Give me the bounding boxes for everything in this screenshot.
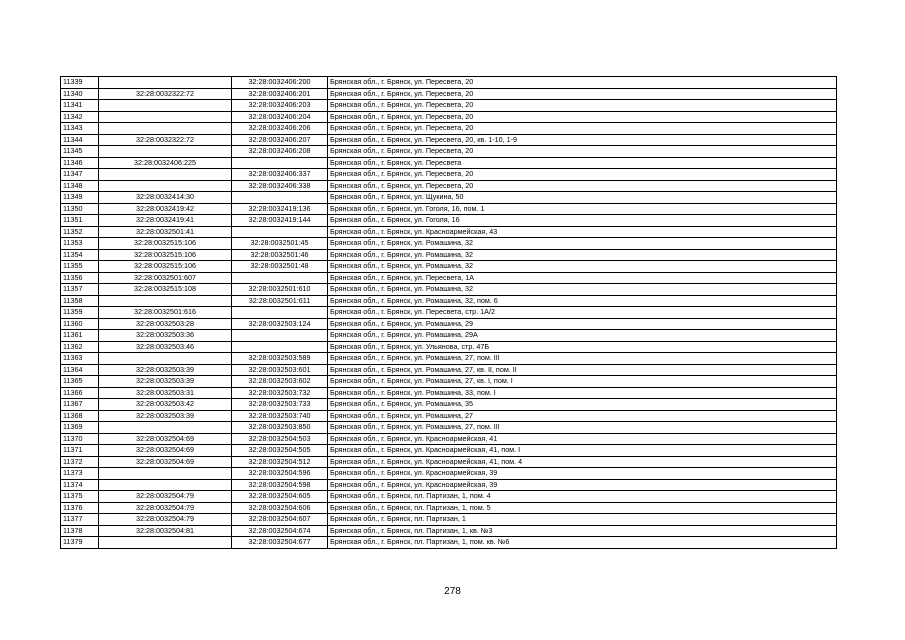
row-number-cell: 11350	[61, 203, 99, 215]
building-cadastral-cell: 32:28:0032406:208	[232, 146, 328, 158]
row-number-cell: 11340	[61, 88, 99, 100]
address-cell: Брянская обл., г. Брянск, ул. Ромашина, 33, пом. I	[328, 387, 837, 399]
land-plot-cadastral-cell	[99, 537, 232, 549]
address-cell: Брянская обл., г. Брянск, ул. Пересвета, 20	[328, 88, 837, 100]
land-plot-cadastral-cell: 32:28:0032501:616	[99, 307, 232, 319]
land-plot-cadastral-cell: 32:28:0032503:36	[99, 330, 232, 342]
row-number-cell: 11379	[61, 537, 99, 549]
row-number-cell: 11353	[61, 238, 99, 250]
building-cadastral-cell	[232, 157, 328, 169]
address-cell: Брянская обл., г. Брянск, ул. Красноармейская, 39	[328, 468, 837, 480]
row-number-cell: 11369	[61, 422, 99, 434]
building-cadastral-cell: 32:28:0032504:605	[232, 491, 328, 503]
land-plot-cadastral-cell	[99, 77, 232, 89]
building-cadastral-cell: 32:28:0032406:338	[232, 180, 328, 192]
building-cadastral-cell: 32:28:0032504:512	[232, 456, 328, 468]
address-cell: Брянская обл., г. Брянск, ул. Красноармейская, 39	[328, 479, 837, 491]
building-cadastral-cell	[232, 192, 328, 204]
address-cell: Брянская обл., г. Брянск, ул. Красноармейская, 43	[328, 226, 837, 238]
land-plot-cadastral-cell	[99, 111, 232, 123]
address-cell: Брянская обл., г. Брянск, ул. Ромашина, 27, кв. I, пом. I	[328, 376, 837, 388]
table-row	[61, 226, 837, 238]
land-plot-cadastral-cell: 32:28:0032504:79	[99, 502, 232, 514]
row-number-cell: 11363	[61, 353, 99, 365]
row-number-cell: 11343	[61, 123, 99, 135]
table-row	[61, 77, 837, 89]
table-row	[61, 192, 837, 204]
address-cell: Брянская обл., г. Брянск, пл. Партизан, 1, кв. №3	[328, 525, 837, 537]
building-cadastral-cell: 32:28:0032504:607	[232, 514, 328, 526]
table-row	[61, 318, 837, 330]
land-plot-cadastral-cell: 32:28:0032414:30	[99, 192, 232, 204]
row-number-cell: 11365	[61, 376, 99, 388]
land-plot-cadastral-cell	[99, 422, 232, 434]
building-cadastral-cell: 32:28:0032406:206	[232, 123, 328, 135]
row-number-cell: 11346	[61, 157, 99, 169]
row-number-cell: 11370	[61, 433, 99, 445]
table-row	[61, 249, 837, 261]
address-cell: Брянская обл., г. Брянск, пл. Партизан, 1, пом. кв. №6	[328, 537, 837, 549]
land-plot-cadastral-cell: 32:28:0032504:81	[99, 525, 232, 537]
land-plot-cadastral-cell	[99, 180, 232, 192]
land-plot-cadastral-cell: 32:28:0032419:42	[99, 203, 232, 215]
address-cell: Брянская обл., г. Брянск, ул. Пересвета, 20	[328, 146, 837, 158]
table-row	[61, 146, 837, 158]
table-row	[61, 100, 837, 112]
address-cell: Брянская обл., г. Брянск, ул. Пересвета, 20	[328, 123, 837, 135]
building-cadastral-cell	[232, 307, 328, 319]
land-plot-cadastral-cell: 32:28:0032515:106	[99, 261, 232, 273]
table-row	[61, 387, 837, 399]
building-cadastral-cell: 32:28:0032504:596	[232, 468, 328, 480]
building-cadastral-cell: 32:28:0032504:677	[232, 537, 328, 549]
table-row	[61, 330, 837, 342]
row-number-cell: 11360	[61, 318, 99, 330]
row-number-cell: 11349	[61, 192, 99, 204]
building-cadastral-cell: 32:28:0032501:48	[232, 261, 328, 273]
table-row	[61, 491, 837, 503]
table-row	[61, 445, 837, 457]
land-plot-cadastral-cell	[99, 479, 232, 491]
address-cell: Брянская обл., г. Брянск, ул. Ромашина, 32	[328, 284, 837, 296]
address-cell: Брянская обл., г. Брянск, ул. Ромашина, 27	[328, 410, 837, 422]
row-number-cell: 11341	[61, 100, 99, 112]
building-cadastral-cell: 32:28:0032501:45	[232, 238, 328, 250]
address-cell: Брянская обл., г. Брянск, ул. Гоголя, 16	[328, 215, 837, 227]
land-plot-cadastral-cell: 32:28:0032504:69	[99, 433, 232, 445]
land-plot-cadastral-cell: 32:28:0032515:106	[99, 238, 232, 250]
land-plot-cadastral-cell: 32:28:0032503:39	[99, 364, 232, 376]
table-row	[61, 111, 837, 123]
row-number-cell: 11368	[61, 410, 99, 422]
table-row	[61, 502, 837, 514]
address-cell: Брянская обл., г. Брянск, ул. Пересвета	[328, 157, 837, 169]
land-plot-cadastral-cell: 32:28:0032503:39	[99, 410, 232, 422]
building-cadastral-cell: 32:28:0032504:606	[232, 502, 328, 514]
table-row	[61, 284, 837, 296]
cadastral-table	[60, 76, 837, 549]
address-cell: Брянская обл., г. Брянск, пл. Партизан, 1	[328, 514, 837, 526]
table-row	[61, 537, 837, 549]
table-row	[61, 169, 837, 181]
row-number-cell: 11373	[61, 468, 99, 480]
row-number-cell: 11356	[61, 272, 99, 284]
building-cadastral-cell: 32:28:0032503:602	[232, 376, 328, 388]
land-plot-cadastral-cell	[99, 468, 232, 480]
building-cadastral-cell: 32:28:0032503:740	[232, 410, 328, 422]
table-row	[61, 353, 837, 365]
table-row	[61, 134, 837, 146]
table-row	[61, 514, 837, 526]
building-cadastral-cell: 32:28:0032501:46	[232, 249, 328, 261]
row-number-cell: 11374	[61, 479, 99, 491]
land-plot-cadastral-cell	[99, 100, 232, 112]
address-cell: Брянская обл., г. Брянск, пл. Партизан, 1, пом. 5	[328, 502, 837, 514]
building-cadastral-cell	[232, 341, 328, 353]
table-row	[61, 203, 837, 215]
building-cadastral-cell: 32:28:0032504:598	[232, 479, 328, 491]
row-number-cell: 11339	[61, 77, 99, 89]
table-row	[61, 88, 837, 100]
land-plot-cadastral-cell	[99, 169, 232, 181]
building-cadastral-cell	[232, 330, 328, 342]
building-cadastral-cell: 32:28:0032503:124	[232, 318, 328, 330]
address-cell: Брянская обл., г. Брянск, ул. Ульянова, стр. 47Б	[328, 341, 837, 353]
row-number-cell: 11347	[61, 169, 99, 181]
address-cell: Брянская обл., г. Брянск, ул. Пересвета, 20, кв. 1-10, 1-9	[328, 134, 837, 146]
row-number-cell: 11375	[61, 491, 99, 503]
building-cadastral-cell: 32:28:0032501:611	[232, 295, 328, 307]
building-cadastral-cell: 32:28:0032503:732	[232, 387, 328, 399]
building-cadastral-cell: 32:28:0032419:136	[232, 203, 328, 215]
address-cell: Брянская обл., г. Брянск, ул. Ромашина, 27, пом. III	[328, 422, 837, 434]
land-plot-cadastral-cell: 32:28:0032504:79	[99, 514, 232, 526]
row-number-cell: 11344	[61, 134, 99, 146]
address-cell: Брянская обл., г. Брянск, ул. Гоголя, 16, пом. 1	[328, 203, 837, 215]
land-plot-cadastral-cell: 32:28:0032419:41	[99, 215, 232, 227]
land-plot-cadastral-cell: 32:28:0032503:39	[99, 376, 232, 388]
table-row	[61, 157, 837, 169]
land-plot-cadastral-cell: 32:28:0032503:42	[99, 399, 232, 411]
row-number-cell: 11376	[61, 502, 99, 514]
row-number-cell: 11366	[61, 387, 99, 399]
land-plot-cadastral-cell	[99, 146, 232, 158]
table-row	[61, 307, 837, 319]
table-body	[61, 77, 837, 549]
address-cell: Брянская обл., г. Брянск, ул. Красноармейская, 41, пом. I	[328, 445, 837, 457]
table-row	[61, 422, 837, 434]
table-row	[61, 238, 837, 250]
row-number-cell: 11354	[61, 249, 99, 261]
table-row	[61, 261, 837, 273]
building-cadastral-cell: 32:28:0032501:610	[232, 284, 328, 296]
address-cell: Брянская обл., г. Брянск, ул. Ромашина, 29А	[328, 330, 837, 342]
table-row	[61, 180, 837, 192]
land-plot-cadastral-cell: 32:28:0032515:106	[99, 249, 232, 261]
table-row	[61, 341, 837, 353]
table-row	[61, 295, 837, 307]
building-cadastral-cell: 32:28:0032406:201	[232, 88, 328, 100]
address-cell: Брянская обл., г. Брянск, ул. Ромашина, 27, кв. II, пом. II	[328, 364, 837, 376]
address-cell: Брянская обл., г. Брянск, ул. Пересвета, 20	[328, 180, 837, 192]
land-plot-cadastral-cell	[99, 123, 232, 135]
table-row	[61, 376, 837, 388]
land-plot-cadastral-cell	[99, 353, 232, 365]
row-number-cell: 11367	[61, 399, 99, 411]
table-row	[61, 215, 837, 227]
table-row	[61, 123, 837, 135]
address-cell: Брянская обл., г. Брянск, ул. Ромашина, 32	[328, 238, 837, 250]
building-cadastral-cell: 32:28:0032406:207	[232, 134, 328, 146]
building-cadastral-cell: 32:28:0032504:674	[232, 525, 328, 537]
land-plot-cadastral-cell: 32:28:0032503:31	[99, 387, 232, 399]
land-plot-cadastral-cell: 32:28:0032504:69	[99, 456, 232, 468]
row-number-cell: 11364	[61, 364, 99, 376]
table-row	[61, 364, 837, 376]
address-cell: Брянская обл., г. Брянск, ул. Пересвета, 20	[328, 100, 837, 112]
address-cell: Брянская обл., г. Брянск, ул. Пересвета, стр. 1А/2	[328, 307, 837, 319]
row-number-cell: 11342	[61, 111, 99, 123]
row-number-cell: 11348	[61, 180, 99, 192]
land-plot-cadastral-cell: 32:28:0032322:72	[99, 88, 232, 100]
land-plot-cadastral-cell: 32:28:0032322:72	[99, 134, 232, 146]
table-row	[61, 525, 837, 537]
address-cell: Брянская обл., г. Брянск, ул. Ромашина, 32, пом. 6	[328, 295, 837, 307]
row-number-cell: 11361	[61, 330, 99, 342]
row-number-cell: 11377	[61, 514, 99, 526]
address-cell: Брянская обл., г. Брянск, ул. Пересвета, 20	[328, 169, 837, 181]
building-cadastral-cell: 32:28:0032419:144	[232, 215, 328, 227]
table-row	[61, 272, 837, 284]
building-cadastral-cell: 32:28:0032406:200	[232, 77, 328, 89]
row-number-cell: 11352	[61, 226, 99, 238]
row-number-cell: 11358	[61, 295, 99, 307]
address-cell: Брянская обл., г. Брянск, пл. Партизан, 1, пом. 4	[328, 491, 837, 503]
table-row	[61, 479, 837, 491]
row-number-cell: 11359	[61, 307, 99, 319]
row-number-cell: 11351	[61, 215, 99, 227]
land-plot-cadastral-cell: 32:28:0032406:225	[99, 157, 232, 169]
address-cell: Брянская обл., г. Брянск, ул. Ромашина, 29	[328, 318, 837, 330]
land-plot-cadastral-cell	[99, 295, 232, 307]
land-plot-cadastral-cell: 32:28:0032503:28	[99, 318, 232, 330]
address-cell: Брянская обл., г. Брянск, ул. Пересвета, 20	[328, 77, 837, 89]
land-plot-cadastral-cell: 32:28:0032501:607	[99, 272, 232, 284]
table-row	[61, 399, 837, 411]
building-cadastral-cell	[232, 272, 328, 284]
address-cell: Брянская обл., г. Брянск, ул. Ромашина, 27, пом. III	[328, 353, 837, 365]
row-number-cell: 11362	[61, 341, 99, 353]
building-cadastral-cell: 32:28:0032503:850	[232, 422, 328, 434]
building-cadastral-cell: 32:28:0032406:337	[232, 169, 328, 181]
address-cell: Брянская обл., г. Брянск, ул. Ромашина, 35	[328, 399, 837, 411]
address-cell: Брянская обл., г. Брянск, ул. Пересвета, 20	[328, 111, 837, 123]
land-plot-cadastral-cell: 32:28:0032504:69	[99, 445, 232, 457]
land-plot-cadastral-cell: 32:28:0032504:79	[99, 491, 232, 503]
table-row	[61, 456, 837, 468]
building-cadastral-cell: 32:28:0032406:204	[232, 111, 328, 123]
table-row	[61, 468, 837, 480]
row-number-cell: 11355	[61, 261, 99, 273]
address-cell: Брянская обл., г. Брянск, ул. Щукина, 50	[328, 192, 837, 204]
land-plot-cadastral-cell: 32:28:0032515:108	[99, 284, 232, 296]
table-row	[61, 433, 837, 445]
row-number-cell: 11378	[61, 525, 99, 537]
building-cadastral-cell: 32:28:0032503:601	[232, 364, 328, 376]
table-row	[61, 410, 837, 422]
address-cell: Брянская обл., г. Брянск, ул. Красноармейская, 41, пом. 4	[328, 456, 837, 468]
building-cadastral-cell: 32:28:0032406:203	[232, 100, 328, 112]
address-cell: Брянская обл., г. Брянск, ул. Ромашина, 32	[328, 249, 837, 261]
land-plot-cadastral-cell: 32:28:0032501:41	[99, 226, 232, 238]
page-number: 278	[444, 586, 461, 597]
row-number-cell: 11345	[61, 146, 99, 158]
address-cell: Брянская обл., г. Брянск, ул. Красноармейская, 41	[328, 433, 837, 445]
building-cadastral-cell: 32:28:0032504:505	[232, 445, 328, 457]
row-number-cell: 11372	[61, 456, 99, 468]
building-cadastral-cell	[232, 226, 328, 238]
building-cadastral-cell: 32:28:0032503:733	[232, 399, 328, 411]
row-number-cell: 11371	[61, 445, 99, 457]
building-cadastral-cell: 32:28:0032503:589	[232, 353, 328, 365]
land-plot-cadastral-cell: 32:28:0032503:46	[99, 341, 232, 353]
address-cell: Брянская обл., г. Брянск, ул. Пересвета, 1А	[328, 272, 837, 284]
address-cell: Брянская обл., г. Брянск, ул. Ромашина, 32	[328, 261, 837, 273]
row-number-cell: 11357	[61, 284, 99, 296]
building-cadastral-cell: 32:28:0032504:503	[232, 433, 328, 445]
